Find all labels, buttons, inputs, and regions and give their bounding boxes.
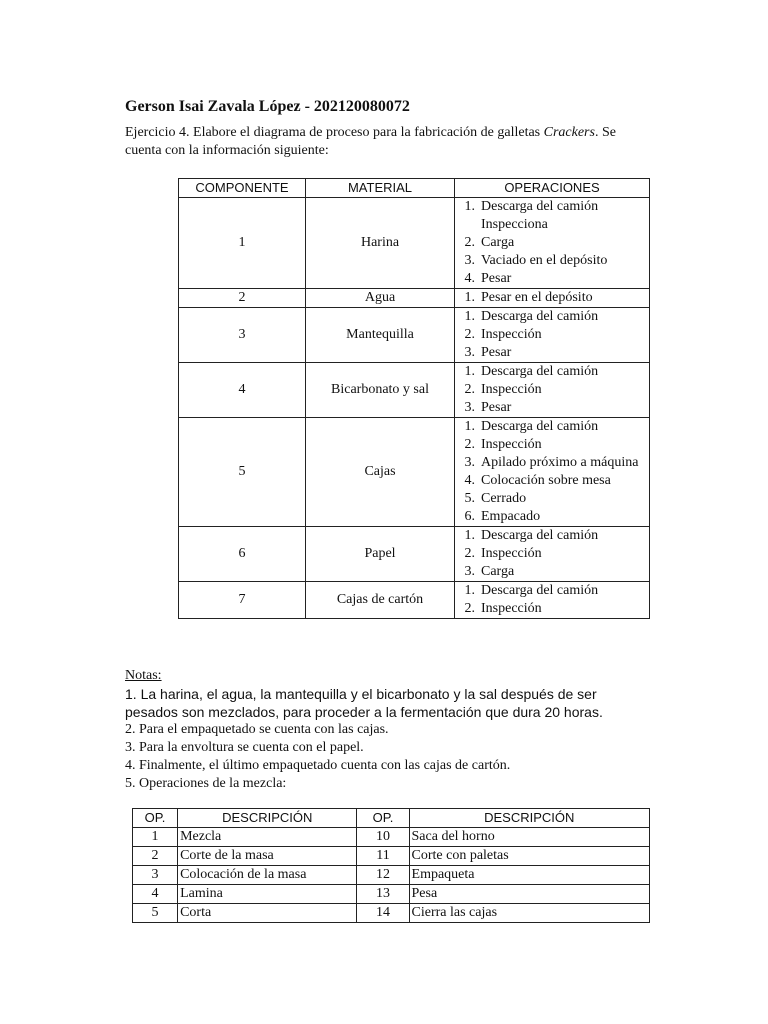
material-cell: Cajas de cartón bbox=[306, 582, 455, 619]
operation-item bbox=[455, 527, 649, 545]
intro-italic: Crackers bbox=[543, 125, 595, 140]
component-cell: 7 bbox=[179, 582, 306, 619]
op-number-cell: 4 bbox=[133, 885, 178, 904]
note-item: 5. Operaciones de la mezcla: bbox=[125, 776, 287, 791]
table-row bbox=[179, 198, 650, 289]
table-row bbox=[133, 885, 650, 904]
material-cell: Papel bbox=[306, 527, 455, 582]
operation-text: Inspección bbox=[481, 382, 542, 397]
operation-number: 1. bbox=[464, 583, 475, 598]
operations-table-body bbox=[133, 828, 650, 923]
operation-number: 2. bbox=[464, 546, 475, 561]
header-descripcion-1: DESCRIPCIÓN bbox=[178, 809, 357, 828]
operation-text: Cerrado bbox=[481, 491, 527, 506]
header-descripcion-2: DESCRIPCIÓN bbox=[409, 809, 649, 828]
op-description-cell: Mezcla bbox=[178, 828, 357, 847]
material-cell: Mantequilla bbox=[306, 308, 455, 363]
operation-item bbox=[455, 490, 649, 508]
operation-text: Carga bbox=[481, 564, 515, 579]
op-description-cell: Corta bbox=[178, 904, 357, 923]
op-number-cell: 3 bbox=[133, 866, 178, 885]
operation-number: 4. bbox=[464, 271, 475, 286]
operation-item bbox=[455, 234, 649, 252]
operation-item bbox=[455, 381, 649, 399]
material-cell: Cajas bbox=[306, 418, 455, 527]
operation-number: 2. bbox=[464, 235, 475, 250]
operations-list bbox=[455, 418, 649, 526]
op-description-cell: Pesa bbox=[409, 885, 649, 904]
operation-item bbox=[455, 252, 649, 270]
op-number-cell: 12 bbox=[357, 866, 409, 885]
operation-item bbox=[455, 436, 649, 454]
operations-cell bbox=[455, 418, 650, 527]
component-cell: 2 bbox=[179, 289, 306, 308]
operations-list bbox=[455, 198, 649, 288]
table-row bbox=[133, 904, 650, 923]
components-table-body bbox=[179, 198, 650, 619]
operation-text: Inspección bbox=[481, 601, 542, 616]
table-row bbox=[179, 308, 650, 363]
operation-number: 1. bbox=[464, 309, 475, 324]
op-number-cell: 2 bbox=[133, 847, 178, 866]
operation-item bbox=[455, 308, 649, 326]
notes-section bbox=[125, 667, 645, 793]
header-componente: COMPONENTE bbox=[179, 179, 306, 198]
operation-text: Pesar bbox=[481, 345, 512, 360]
op-description-cell: Colocación de la masa bbox=[178, 866, 357, 885]
operation-number: 2. bbox=[464, 437, 475, 452]
component-cell: 6 bbox=[179, 527, 306, 582]
operation-text: Descarga del camión bbox=[481, 528, 599, 543]
operations-cell bbox=[455, 289, 650, 308]
op-number-cell: 11 bbox=[357, 847, 409, 866]
operation-number: 1. bbox=[464, 199, 475, 214]
op-description-cell: Cierra las cajas bbox=[409, 904, 649, 923]
operation-item bbox=[455, 326, 649, 344]
operation-text: Descarga del camión Inspecciona bbox=[481, 199, 599, 232]
table-header-row bbox=[133, 809, 650, 828]
component-cell: 3 bbox=[179, 308, 306, 363]
note-item: 1. La harina, el agua, la mantequilla y el bicarbonato y la sal después de ser pesados son mezclados, para proceder a la fermentación que dura 20 horas. bbox=[125, 686, 603, 720]
material-cell: Harina bbox=[306, 198, 455, 289]
operation-number: 4. bbox=[464, 473, 475, 488]
table-header-row bbox=[179, 179, 650, 198]
operation-text: Inspección bbox=[481, 546, 542, 561]
operation-number: 5. bbox=[464, 491, 475, 506]
intro-suffix: . Se cuenta con la información siguiente: bbox=[125, 125, 616, 158]
operation-item bbox=[455, 418, 649, 436]
op-description-cell: Corte de la masa bbox=[178, 847, 357, 866]
operation-item bbox=[455, 545, 649, 563]
table-row bbox=[179, 289, 650, 308]
op-description-cell: Saca del horno bbox=[409, 828, 649, 847]
operation-text: Pesar bbox=[481, 400, 512, 415]
table-row bbox=[179, 527, 650, 582]
operation-number: 3. bbox=[464, 455, 475, 470]
note-item: 2. Para el empaquetado se cuenta con las cajas. bbox=[125, 722, 389, 737]
operation-number: 2. bbox=[464, 327, 475, 342]
operation-item bbox=[455, 289, 649, 307]
material-cell: Bicarbonato y sal bbox=[306, 363, 455, 418]
operation-item bbox=[455, 582, 649, 600]
operation-number: 3. bbox=[464, 345, 475, 360]
operation-text: Vaciado en el depósito bbox=[481, 253, 608, 268]
operation-text: Empacado bbox=[481, 509, 541, 524]
operation-text: Descarga del camión bbox=[481, 364, 599, 379]
op-description-cell: Corte con paletas bbox=[409, 847, 649, 866]
table-row bbox=[179, 582, 650, 619]
op-number-cell: 14 bbox=[357, 904, 409, 923]
intro-prefix: Ejercicio 4. Elabore el diagrama de proceso para la fabricación de galletas bbox=[125, 125, 544, 140]
header-operaciones: OPERACIONES bbox=[455, 179, 650, 198]
operation-number: 2. bbox=[464, 382, 475, 397]
operation-text: Colocación sobre mesa bbox=[481, 473, 611, 488]
note-item: 3. Para la envoltura se cuenta con el papel. bbox=[125, 740, 364, 755]
component-cell: 1 bbox=[179, 198, 306, 289]
operations-cell bbox=[455, 198, 650, 289]
operations-cell bbox=[455, 582, 650, 619]
operation-number: 1. bbox=[464, 528, 475, 543]
operation-number: 1. bbox=[464, 419, 475, 434]
operation-number: 1. bbox=[464, 290, 475, 305]
material-cell: Agua bbox=[306, 289, 455, 308]
table-row bbox=[179, 363, 650, 418]
operations-cell bbox=[455, 527, 650, 582]
operation-item bbox=[455, 563, 649, 581]
component-cell: 4 bbox=[179, 363, 306, 418]
table-row bbox=[133, 866, 650, 885]
header-op-1: OP. bbox=[133, 809, 178, 828]
operation-item bbox=[455, 454, 649, 472]
operation-text: Inspección bbox=[481, 437, 542, 452]
operation-item bbox=[455, 270, 649, 288]
operations-list bbox=[455, 527, 649, 581]
operation-item bbox=[455, 600, 649, 618]
operation-item bbox=[455, 198, 649, 234]
op-number-cell: 13 bbox=[357, 885, 409, 904]
op-number-cell: 5 bbox=[133, 904, 178, 923]
intro-paragraph bbox=[125, 124, 655, 160]
operations-list bbox=[455, 308, 649, 362]
notes-heading: Notas: bbox=[125, 668, 162, 683]
operation-text: Carga bbox=[481, 235, 515, 250]
operation-number: 3. bbox=[464, 564, 475, 579]
op-description-cell: Empaqueta bbox=[409, 866, 649, 885]
operation-item bbox=[455, 472, 649, 490]
operations-list bbox=[455, 363, 649, 417]
operations-cell bbox=[455, 308, 650, 363]
header-op-2: OP. bbox=[357, 809, 409, 828]
header-material: MATERIAL bbox=[306, 179, 455, 198]
component-cell: 5 bbox=[179, 418, 306, 527]
operations-list bbox=[455, 582, 649, 618]
operation-number: 3. bbox=[464, 400, 475, 415]
operation-text: Pesar en el depósito bbox=[481, 290, 593, 305]
components-table bbox=[178, 178, 650, 619]
operation-number: 3. bbox=[464, 253, 475, 268]
op-number-cell: 1 bbox=[133, 828, 178, 847]
op-number-cell: 10 bbox=[357, 828, 409, 847]
operations-cell bbox=[455, 363, 650, 418]
table-row bbox=[133, 847, 650, 866]
operations-table bbox=[132, 808, 650, 923]
note-item: 4. Finalmente, el último empaquetado cuenta con las cajas de cartón. bbox=[125, 758, 511, 773]
operation-item bbox=[455, 363, 649, 381]
operation-item bbox=[455, 399, 649, 417]
operation-text: Apilado próximo a máquina bbox=[481, 455, 639, 470]
operation-text: Descarga del camión bbox=[481, 583, 599, 598]
table-row bbox=[179, 418, 650, 527]
table-row bbox=[133, 828, 650, 847]
operation-number: 1. bbox=[464, 364, 475, 379]
operation-text: Pesar bbox=[481, 271, 512, 286]
operation-number: 6. bbox=[464, 509, 475, 524]
operation-text: Inspección bbox=[481, 327, 542, 342]
operation-number: 2. bbox=[464, 601, 475, 616]
operation-item bbox=[455, 508, 649, 526]
op-description-cell: Lamina bbox=[178, 885, 357, 904]
operations-list bbox=[455, 289, 649, 307]
operation-text: Descarga del camión bbox=[481, 309, 599, 324]
page-title: Gerson Isai Zavala López - 202120080072 bbox=[125, 98, 410, 115]
operation-text: Descarga del camión bbox=[481, 419, 599, 434]
operation-item bbox=[455, 344, 649, 362]
